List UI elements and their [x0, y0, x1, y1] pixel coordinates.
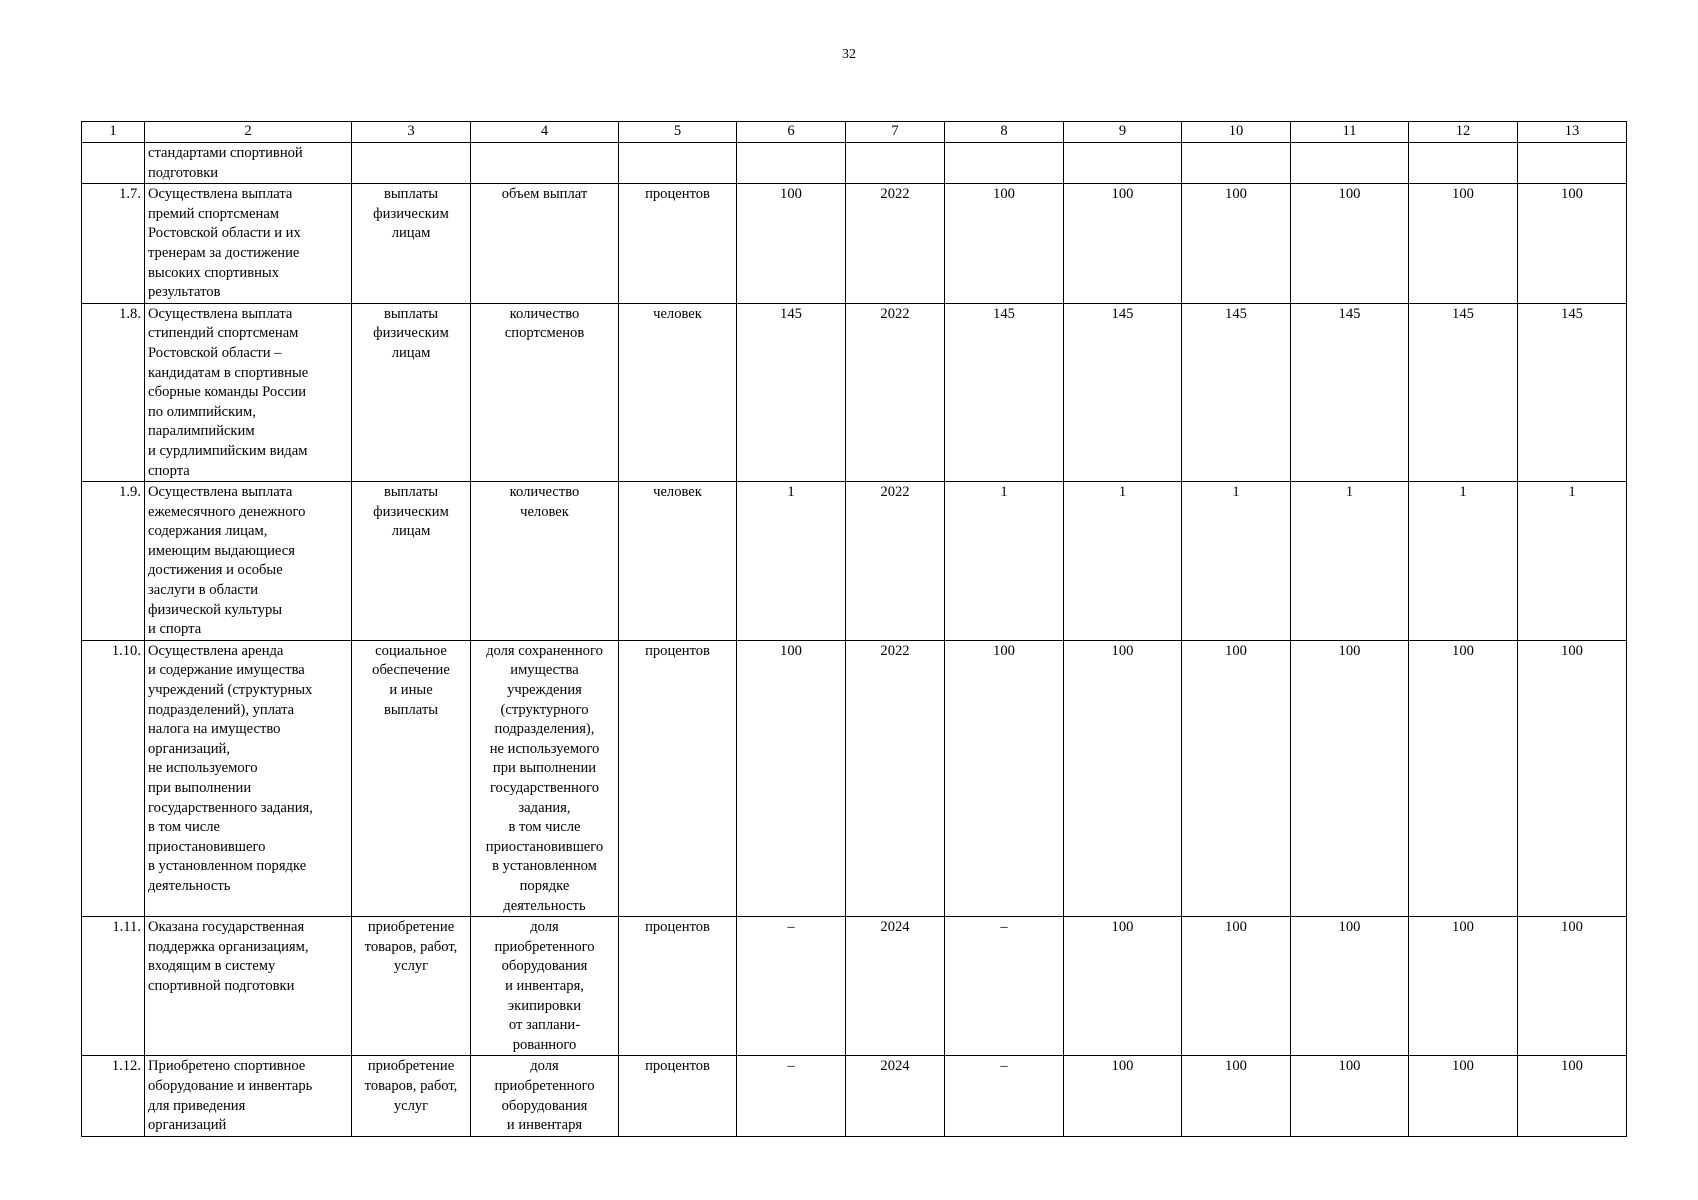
value-col-12: 100 — [1409, 184, 1518, 304]
value-col-8: – — [945, 917, 1064, 1056]
base-value: – — [737, 1056, 846, 1136]
result-name: Осуществлена выплата стипендий спортсменам Ростовской области – кандидатам в спортивные сборные команды России по олимпийским, паралимпийским и сурдлимпийским видам спорта — [145, 303, 352, 481]
base-value: – — [737, 917, 846, 1056]
value-col-13: 1 — [1518, 482, 1627, 641]
value-col-8: – — [945, 1056, 1064, 1136]
value-col-8: 1 — [945, 482, 1064, 641]
value-col-10: 145 — [1182, 303, 1291, 481]
value-col-10 — [1182, 143, 1291, 184]
value-col-12: 100 — [1409, 917, 1518, 1056]
value-col-9: 100 — [1064, 184, 1182, 304]
base-year: 2022 — [846, 640, 945, 916]
table-row — [82, 303, 1627, 481]
value-col-10: 100 — [1182, 917, 1291, 1056]
expense-type: приобретение товаров, работ, услуг — [352, 1056, 471, 1136]
value-col-13: 100 — [1518, 640, 1627, 916]
row-number: 1.10. — [82, 640, 145, 916]
row-number: 1.12. — [82, 1056, 145, 1136]
result-name: Приобретено спортивное оборудование и инвентарь для приведения организаций — [145, 1056, 352, 1136]
value-col-8 — [945, 143, 1064, 184]
value-col-11: 100 — [1291, 917, 1409, 1056]
value-col-12: 1 — [1409, 482, 1518, 641]
value-col-13 — [1518, 143, 1627, 184]
value-col-12 — [1409, 143, 1518, 184]
column-header: 2 — [145, 122, 352, 143]
indicator-name: доля приобретенного оборудования и инвентаря, экипировки от заплани- рованного — [471, 917, 619, 1056]
column-header: 7 — [846, 122, 945, 143]
indicator-name: количество спортсменов — [471, 303, 619, 481]
value-col-13: 100 — [1518, 917, 1627, 1056]
unit-of-measure: процентов — [619, 640, 737, 916]
base-value: 100 — [737, 640, 846, 916]
table-row — [82, 184, 1627, 304]
value-col-9: 145 — [1064, 303, 1182, 481]
result-name: стандартами спортивной подготовки — [145, 143, 352, 184]
base-year: 2022 — [846, 184, 945, 304]
value-col-13: 100 — [1518, 184, 1627, 304]
value-col-11: 100 — [1291, 640, 1409, 916]
value-col-8: 100 — [945, 184, 1064, 304]
unit-of-measure — [619, 143, 737, 184]
column-header: 12 — [1409, 122, 1518, 143]
expense-type — [352, 143, 471, 184]
row-number: 1.8. — [82, 303, 145, 481]
column-header: 3 — [352, 122, 471, 143]
value-col-10: 100 — [1182, 1056, 1291, 1136]
result-name: Осуществлена выплата ежемесячного денежного содержания лицам, имеющим выдающиеся достижения и особые заслуги в области физической культуры и спорта — [145, 482, 352, 641]
column-header: 5 — [619, 122, 737, 143]
table-row — [82, 917, 1627, 1056]
column-header: 1 — [82, 122, 145, 143]
column-header: 6 — [737, 122, 846, 143]
row-number: 1.9. — [82, 482, 145, 641]
indicator-name — [471, 143, 619, 184]
value-col-8: 145 — [945, 303, 1064, 481]
base-value: 145 — [737, 303, 846, 481]
unit-of-measure: процентов — [619, 917, 737, 1056]
value-col-9: 100 — [1064, 917, 1182, 1056]
result-name: Осуществлена аренда и содержание имущества учреждений (структурных подразделений), уплата налога на имущество организаций, не используемого при выполнении государственного задания, в том числе приостановившего в установленном порядке деятельность — [145, 640, 352, 916]
value-col-9: 1 — [1064, 482, 1182, 641]
column-header: 10 — [1182, 122, 1291, 143]
base-year: 2022 — [846, 303, 945, 481]
value-col-12: 100 — [1409, 1056, 1518, 1136]
base-year: 2024 — [846, 1056, 945, 1136]
value-col-11: 1 — [1291, 482, 1409, 641]
unit-of-measure: человек — [619, 482, 737, 641]
column-header: 11 — [1291, 122, 1409, 143]
base-value — [737, 143, 846, 184]
row-number: 1.11. — [82, 917, 145, 1056]
value-col-11: 100 — [1291, 1056, 1409, 1136]
value-col-12: 145 — [1409, 303, 1518, 481]
table-row — [82, 1056, 1627, 1136]
value-col-9: 100 — [1064, 640, 1182, 916]
value-col-10: 100 — [1182, 640, 1291, 916]
value-col-10: 1 — [1182, 482, 1291, 641]
result-name: Осуществлена выплата премий спортсменам Ростовской области и их тренерам за достижение высоких спортивных результатов — [145, 184, 352, 304]
unit-of-measure: процентов — [619, 184, 737, 304]
expense-type: выплаты физическим лицам — [352, 303, 471, 481]
value-col-9 — [1064, 143, 1182, 184]
expense-type: социальное обеспечение и иные выплаты — [352, 640, 471, 916]
expense-type: приобретение товаров, работ, услуг — [352, 917, 471, 1056]
indicator-name: доля сохраненного имущества учреждения (структурного подразделения), не используемого при выполнении государственного задания, в том числе приостановившего в установленном порядке деятельность — [471, 640, 619, 916]
indicator-name: количество человек — [471, 482, 619, 641]
row-number — [82, 143, 145, 184]
column-header: 9 — [1064, 122, 1182, 143]
column-header: 8 — [945, 122, 1064, 143]
value-col-9: 100 — [1064, 1056, 1182, 1136]
unit-of-measure: человек — [619, 303, 737, 481]
table-row — [82, 143, 1627, 184]
unit-of-measure: процентов — [619, 1056, 737, 1136]
indicator-name: доля приобретенного оборудования и инвентаря — [471, 1056, 619, 1136]
value-col-12: 100 — [1409, 640, 1518, 916]
expense-type: выплаты физическим лицам — [352, 482, 471, 641]
row-number: 1.7. — [82, 184, 145, 304]
base-value: 1 — [737, 482, 846, 641]
expense-type: выплаты физическим лицам — [352, 184, 471, 304]
page-number: 32 — [842, 47, 856, 62]
column-header: 13 — [1518, 122, 1627, 143]
value-col-10: 100 — [1182, 184, 1291, 304]
base-year: 2024 — [846, 917, 945, 1056]
value-col-8: 100 — [945, 640, 1064, 916]
base-value: 100 — [737, 184, 846, 304]
value-col-11: 145 — [1291, 303, 1409, 481]
value-col-11: 100 — [1291, 184, 1409, 304]
indicator-name: объем выплат — [471, 184, 619, 304]
value-col-13: 100 — [1518, 1056, 1627, 1136]
base-year: 2022 — [846, 482, 945, 641]
column-header: 4 — [471, 122, 619, 143]
column-number-row — [82, 122, 1627, 143]
value-col-13: 145 — [1518, 303, 1627, 481]
result-name: Оказана государственная поддержка организациям, входящим в систему спортивной подготовки — [145, 917, 352, 1056]
table-row — [82, 640, 1627, 916]
value-col-11 — [1291, 143, 1409, 184]
table-row — [82, 482, 1627, 641]
indicators-table — [81, 121, 1627, 1137]
base-year — [846, 143, 945, 184]
